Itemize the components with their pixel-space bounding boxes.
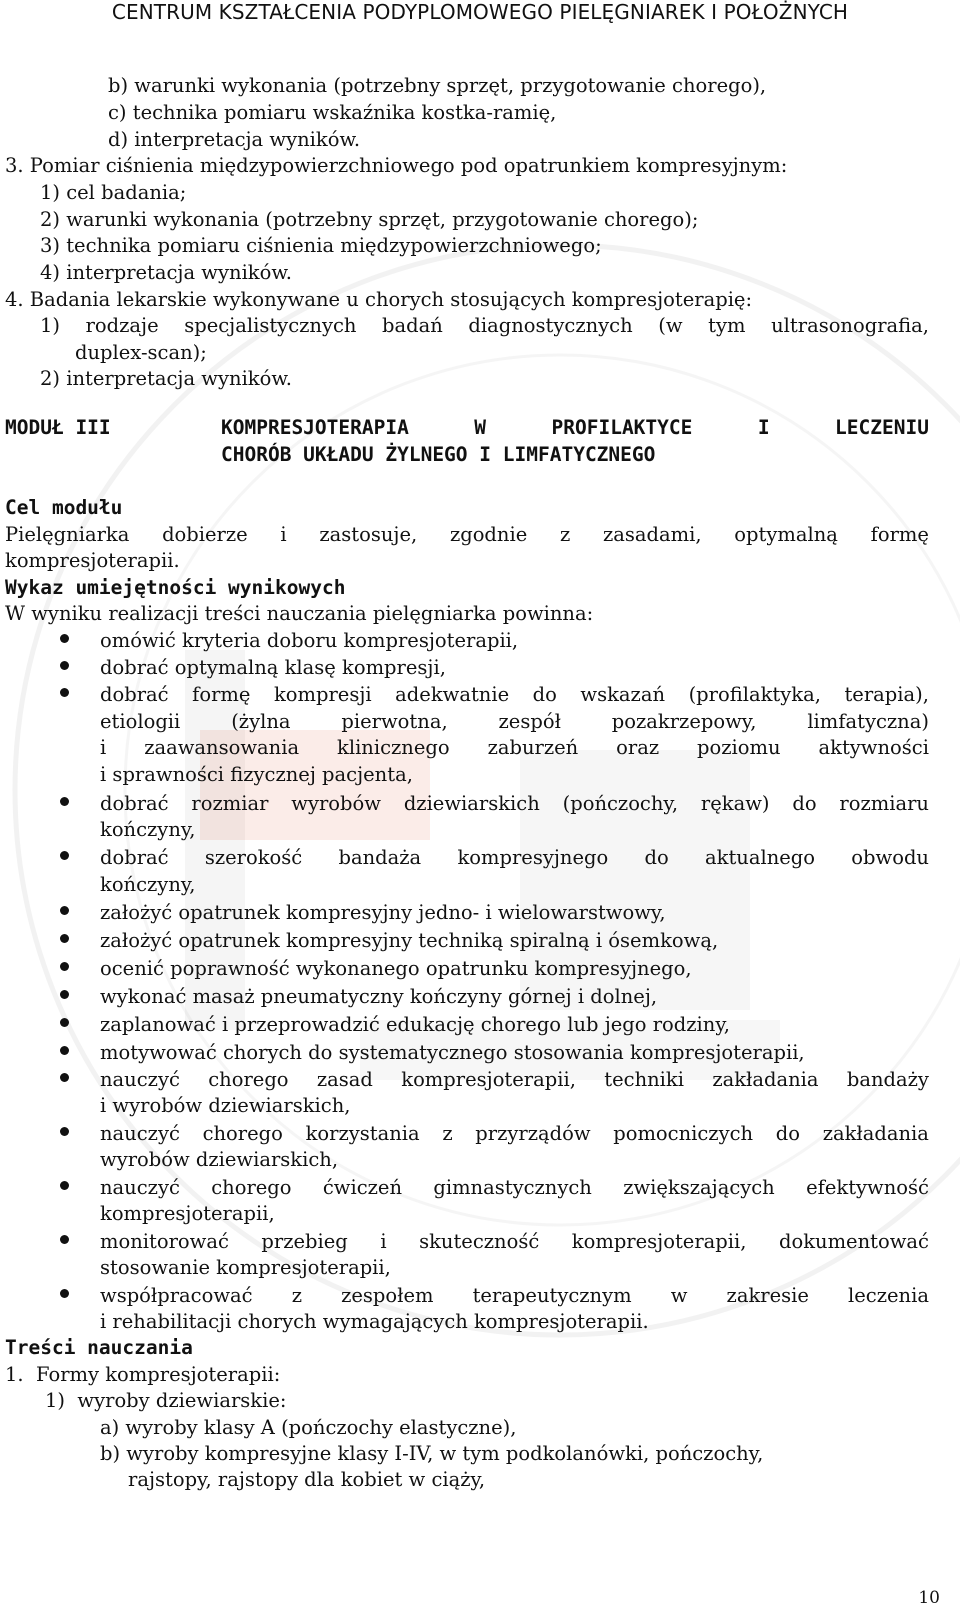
tresci-heading: Treści nauczania <box>5 1336 193 1359</box>
word: tym <box>708 314 746 337</box>
word: kompresji <box>273 683 372 706</box>
bullet-icon <box>60 962 69 971</box>
word: PROFILAKTYCE <box>551 416 693 439</box>
word: bandaży <box>846 1068 929 1091</box>
module-title-line-1 <box>221 415 929 441</box>
word: przebieg <box>261 1230 348 1253</box>
word: monitorować <box>100 1230 229 1253</box>
list-item-continuation: rajstopy, rajstopy dla kobiet w ciąży, <box>128 1468 486 1491</box>
word: dobierze <box>162 523 248 546</box>
bullet-item: omówić kryteria doboru kompresjoterapii, <box>100 629 519 652</box>
word: oraz <box>616 736 660 759</box>
word: pierwotna, <box>341 710 448 733</box>
word: 1) <box>40 314 61 337</box>
word: rękaw) <box>700 792 770 815</box>
bullet-icon <box>60 851 69 860</box>
bullet-icon <box>60 661 69 670</box>
word: I <box>757 416 770 439</box>
list-item: b) warunki wykonania (potrzebny sprzęt, przygotowanie chorego), <box>108 74 767 97</box>
word: nauczyć <box>100 1068 180 1091</box>
word: wskazań <box>580 683 666 706</box>
module-title-line-2: CHORÓB UKŁADU ŻYLNEGO I LIMFATYCZNEGO <box>221 443 656 466</box>
word: zaburzeń <box>487 736 579 759</box>
section-4-title: 4. Badania lekarskie wykonywane u chorych stosujących kompresjoterapię: <box>5 288 753 311</box>
justified-line <box>100 682 929 708</box>
list-item: c) technika pomiaru wskaźnika kostka-ramię, <box>108 101 557 124</box>
list-item: 3) technika pomiaru ciśnienia międzypowierzchniowego; <box>40 234 602 257</box>
page-number: 10 <box>918 1588 940 1608</box>
justified-line <box>100 735 929 761</box>
word: wyrobów <box>291 792 381 815</box>
word: terapia), <box>844 683 929 706</box>
word: z <box>442 1122 453 1145</box>
word: LECZENIU <box>835 416 929 439</box>
list-item: 1) cel badania; <box>40 181 187 204</box>
word: W <box>474 416 487 439</box>
bullet-item: zaplanować i przeprowadzić edukację chorego lub jego rodziny, <box>100 1013 730 1036</box>
bullet-item-continuation: i rehabilitacji chorych wymagających kompresjoterapii. <box>100 1310 649 1333</box>
bullet-icon <box>60 1018 69 1027</box>
word: zakresie <box>726 1284 809 1307</box>
bullet-icon <box>60 797 69 806</box>
bullet-item-continuation: kompresjoterapii, <box>100 1202 275 1225</box>
word: optymalną <box>734 523 838 546</box>
bullet-icon <box>60 1235 69 1244</box>
word: klinicznego <box>337 736 450 759</box>
word: do <box>644 846 669 869</box>
word: i <box>380 1230 387 1253</box>
section-3-title: 3. Pomiar ciśnienia międzypowierzchniowego pod opatrunkiem kompresyjnym: <box>5 154 788 177</box>
page-header: CENTRUM KSZTAŁCENIA PODYPLOMOWEGO PIELĘGNIAREK I POŁOŻNYCH <box>111 0 849 24</box>
bullet-icon <box>60 688 69 697</box>
word: etiologii <box>100 710 181 733</box>
word: zwiększających <box>623 1176 775 1199</box>
word: nauczyć <box>100 1122 180 1145</box>
word: zespół <box>498 710 561 733</box>
word: zakładania <box>712 1068 819 1091</box>
bullet-item: założyć opatrunek kompresyjny jedno- i wielowarstwowy, <box>100 901 666 924</box>
word: (w <box>658 314 683 337</box>
bullet-item: założyć opatrunek kompresyjny techniką spiralną i ósemkową, <box>100 929 719 952</box>
word: diagnostycznych <box>468 314 633 337</box>
word: chorego <box>211 1176 292 1199</box>
word: bandaża <box>338 846 422 869</box>
word: kompresjoterapii, <box>401 1068 576 1091</box>
word: z <box>559 523 571 546</box>
word: KOMPRESJOTERAPIA <box>221 416 409 439</box>
word: (profilaktyka, <box>688 683 821 706</box>
word: formę <box>870 523 929 546</box>
justified-line <box>100 1067 929 1093</box>
paragraph-line: kompresjoterapii. <box>5 549 180 572</box>
list-item: 1. Formy kompresjoterapii: <box>5 1363 281 1386</box>
bullet-icon <box>60 1127 69 1136</box>
cel-heading: Cel modułu <box>5 496 123 519</box>
word: nauczyć <box>100 1176 180 1199</box>
bullet-item-continuation: kończyny, <box>100 818 196 841</box>
bullet-item-continuation: i wyrobów dziewiarskich, <box>100 1094 351 1117</box>
wykaz-heading: Wykaz umiejętności wynikowych <box>5 576 346 599</box>
word: gimnastycznych <box>433 1176 592 1199</box>
word: i <box>100 736 107 759</box>
word: techniki <box>604 1068 684 1091</box>
word: szerokość <box>204 846 303 869</box>
word: kompresyjnego <box>457 846 609 869</box>
word: współpracować <box>100 1284 253 1307</box>
word: dobrać <box>100 792 169 815</box>
bullet-icon <box>60 1073 69 1082</box>
bullet-icon <box>60 634 69 643</box>
word: rodzaje <box>85 314 159 337</box>
bullet-icon <box>60 1181 69 1190</box>
word: specjalistycznych <box>184 314 357 337</box>
word: rozmiar <box>191 792 269 815</box>
justified-line <box>100 791 929 817</box>
word: do <box>775 1122 801 1145</box>
word: dziewiarskich <box>403 792 540 815</box>
bullet-item-continuation: wyrobów dziewiarskich, <box>100 1148 339 1171</box>
list-item: 4) interpretacja wyników. <box>40 261 292 284</box>
word: terapeutycznym <box>472 1284 632 1307</box>
word: i <box>280 523 287 546</box>
justified-line <box>100 709 929 735</box>
word: w <box>670 1284 688 1307</box>
bullet-item-continuation: i sprawności fizycznej pacjenta, <box>100 763 413 786</box>
word: przyrządów <box>475 1122 591 1145</box>
word: adekwatnie <box>395 683 510 706</box>
word: obwodu <box>851 846 929 869</box>
list-item: 2) interpretacja wyników. <box>40 367 292 390</box>
word: zgodnie <box>449 523 528 546</box>
justified-line <box>40 313 929 339</box>
word: pozakrzepowy, <box>611 710 757 733</box>
word: zaawansowania <box>144 736 300 759</box>
word: (pończochy, <box>562 792 679 815</box>
word: skuteczność <box>419 1230 540 1253</box>
bullet-item: ocenić poprawność wykonanego opatrunku kompresyjnego, <box>100 957 692 980</box>
word: badań <box>382 314 443 337</box>
word: Pielęgniarka <box>5 523 130 546</box>
wykaz-intro: W wyniku realizacji treści nauczania pielęgniarka powinna: <box>5 602 594 625</box>
bullet-icon <box>60 990 69 999</box>
word: do <box>532 683 557 706</box>
word: chorego <box>208 1068 289 1091</box>
list-item: b) wyroby kompresyjne klasy I-IV, w tym podkolanówki, pończochy, <box>100 1442 764 1465</box>
list-item: a) wyroby klasy A (pończochy elastyczne), <box>100 1416 517 1439</box>
word: dokumentować <box>778 1230 929 1253</box>
word: formę <box>192 683 251 706</box>
word: ćwiczeń <box>322 1176 403 1199</box>
word: ultrasonografia, <box>771 314 929 337</box>
word: (żylna <box>231 710 291 733</box>
bullet-icon <box>60 1289 69 1298</box>
bullet-item: motywować chorych do systematycznego stosowania kompresjoterapii, <box>100 1041 805 1064</box>
word: leczenia <box>848 1284 929 1307</box>
word: z <box>291 1284 302 1307</box>
list-item: 1) wyroby dziewiarskie: <box>45 1389 287 1412</box>
word: kompresjoterapii, <box>571 1230 747 1253</box>
bullet-icon <box>60 934 69 943</box>
list-item-continuation: duplex-scan); <box>75 341 207 364</box>
word: limfatyczna) <box>807 710 929 733</box>
word: zakładania <box>822 1122 929 1145</box>
word: zasad <box>316 1068 373 1091</box>
list-item: d) interpretacja wyników. <box>108 128 361 151</box>
word: efektywność <box>806 1176 929 1199</box>
word: rozmiaru <box>839 792 929 815</box>
bullet-item-continuation: stosowanie kompresjoterapii, <box>100 1256 391 1279</box>
bullet-icon <box>60 1046 69 1055</box>
justified-line <box>100 845 929 871</box>
justified-line <box>100 1283 929 1309</box>
word: do <box>792 792 817 815</box>
word: chorego <box>202 1122 283 1145</box>
justified-line <box>100 1121 929 1147</box>
word: zastosuje, <box>319 523 418 546</box>
word: aktualnego <box>705 846 816 869</box>
justified-line <box>5 522 929 548</box>
word: zespołem <box>341 1284 434 1307</box>
word: dobrać <box>100 683 169 706</box>
word: poziomu <box>697 736 781 759</box>
bullet-item-continuation: kończyny, <box>100 873 196 896</box>
bullet-icon <box>60 906 69 915</box>
bullet-item: wykonać masaż pneumatyczny kończyny górnej i dolnej, <box>100 985 658 1008</box>
word: dobrać <box>100 846 169 869</box>
word: korzystania <box>305 1122 420 1145</box>
justified-line <box>100 1175 929 1201</box>
list-item: 2) warunki wykonania (potrzebny sprzęt, przygotowanie chorego); <box>40 208 699 231</box>
word: zasadami, <box>602 523 702 546</box>
word: aktywności <box>818 736 929 759</box>
module-label: MODUŁ III <box>5 416 111 439</box>
bullet-item: dobrać optymalną klasę kompresji, <box>100 656 446 679</box>
word: pomocniczych <box>613 1122 754 1145</box>
justified-line <box>100 1229 929 1255</box>
